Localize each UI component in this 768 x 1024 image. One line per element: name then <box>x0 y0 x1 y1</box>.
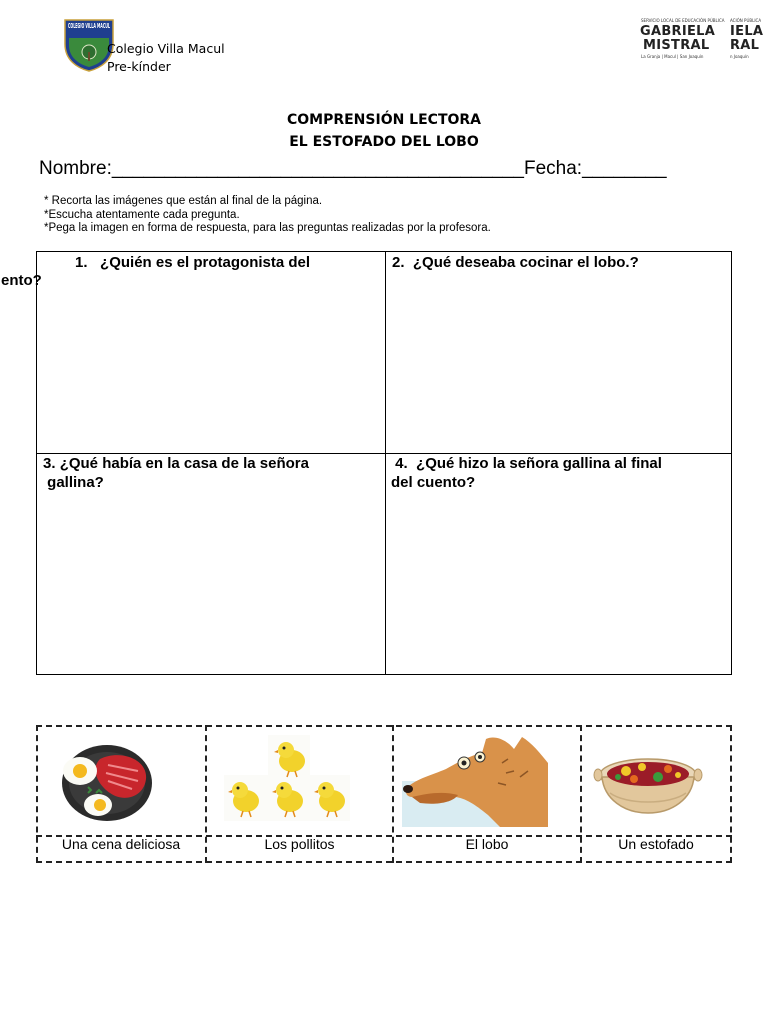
gm-line2: MISTRAL <box>643 38 710 53</box>
instructions <box>44 195 491 236</box>
stew-bowl-icon[interactable] <box>596 753 700 817</box>
question-1: 1. ¿Quién es el protagonista del <box>75 254 311 271</box>
instruction-item: *Pega la imagen en forma de respuesta, para las preguntas realizadas por la profesora. <box>44 222 491 234</box>
instruction-item: * Recorta las imágenes que están al final de la página. <box>44 195 323 207</box>
page-title <box>0 109 768 153</box>
logo-text: COLEGIO VILLA MACUL <box>68 22 111 30</box>
cutout-label: Los pollitos <box>264 836 335 852</box>
gabriela-mistral-logo <box>638 16 768 62</box>
date-blank[interactable]: ________ <box>582 158 667 179</box>
gm-overlap-big2: RAL <box>730 38 760 53</box>
name-blank[interactable]: _______________________________________ <box>111 158 524 179</box>
school-info <box>107 40 225 76</box>
gm-overlap-top: ACIÓN PÚBLICA <box>730 18 762 23</box>
wolf-icon[interactable] <box>402 733 548 827</box>
chicks-icon[interactable] <box>222 733 354 825</box>
question-2: 2. ¿Qué deseaba cocinar el lobo.? <box>392 254 639 271</box>
grid-divider-horizontal <box>37 453 731 454</box>
cut-line-bottom <box>36 861 732 863</box>
cutout-strip <box>36 725 732 863</box>
question-grid <box>1 251 732 675</box>
question-3: 3. ¿Qué había en la casa de la señora gallina? <box>43 455 309 491</box>
question-1-continued: ento? <box>1 272 42 289</box>
title-line-1: COMPRENSIÓN LECTORA <box>286 112 482 128</box>
cutout-label: Una cena deliciosa <box>61 836 181 852</box>
grid-divider-vertical <box>385 252 386 674</box>
cut-line-right <box>730 725 732 863</box>
school-name: Colegio Villa Macul <box>107 41 225 56</box>
cutout-label: Un estofado <box>618 836 694 852</box>
gm-line1: GABRIELA <box>640 24 716 39</box>
cutout-label: El lobo <box>465 836 509 852</box>
instruction-item: *Escucha atentamente cada pregunta. <box>44 208 240 221</box>
name-label: Nombre: <box>39 158 112 179</box>
dinner-plate-icon[interactable] <box>60 741 154 823</box>
date-label: Fecha: <box>523 158 583 179</box>
gm-bottom-text: La Granja | Macul | San Joaquín <box>641 54 704 59</box>
grade-label: Pre-kínder <box>107 59 171 74</box>
title-line-2: EL ESTOFADO DEL LOBO <box>289 134 479 150</box>
gm-overlap-big1: IELA <box>730 24 764 39</box>
name-date-line <box>39 158 667 180</box>
gm-top-text: SERVICIO LOCAL DE EDUCACIÓN PÚBLICA <box>641 18 725 23</box>
gm-overlap-bottom: n Joaquín <box>730 54 749 59</box>
cut-line-top <box>36 725 732 727</box>
question-4: 4. ¿Qué hizo la señora gallina al final del cuento? <box>391 455 662 491</box>
